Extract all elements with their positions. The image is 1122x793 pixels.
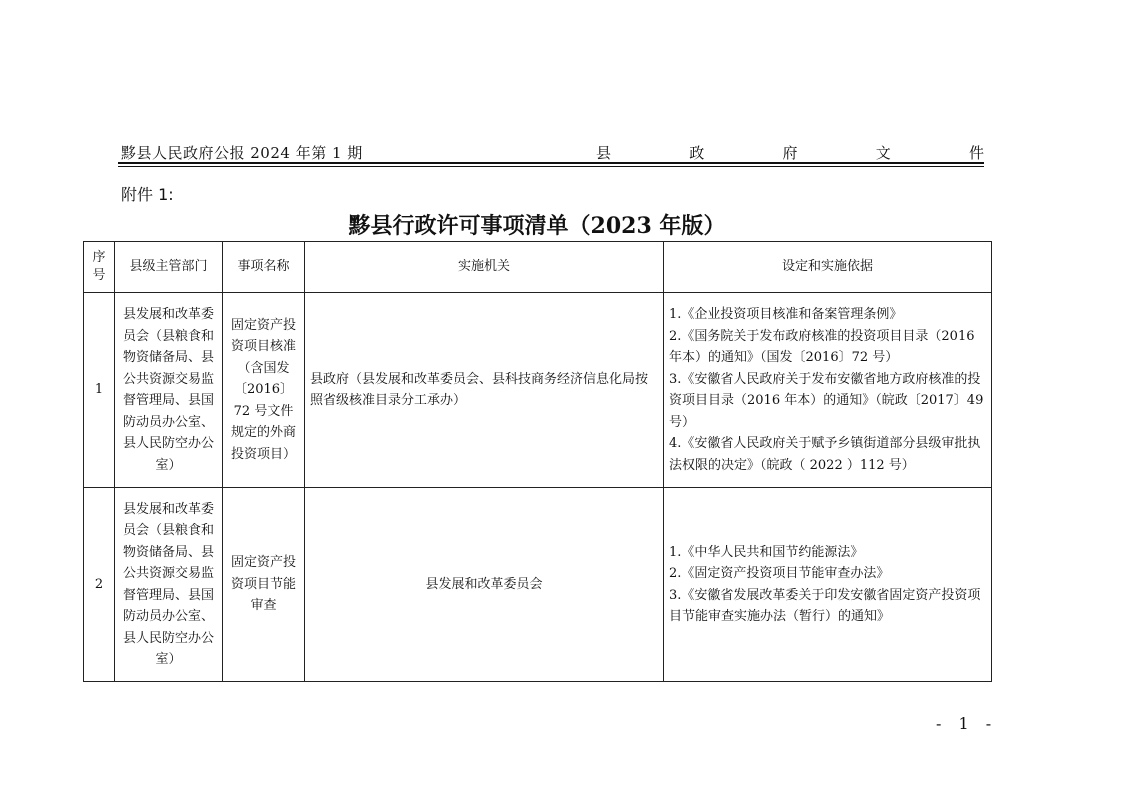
gazette-issue-label: 黟县人民政府公报 2024 年第 1 期 <box>121 144 363 162</box>
table-row <box>84 488 992 682</box>
basis-entry: 3.《安徽省发展改革委关于印发安徽省固定资产投资项目节能审查实施办法（暂行）的通知》 <box>669 587 981 624</box>
row-legal-basis <box>664 488 992 682</box>
table-row <box>84 293 992 488</box>
column-header-dept: 县级主管部门 <box>115 242 223 293</box>
row-item-name: 固定资产投资项目节能审查 <box>223 488 305 682</box>
document-type-char: 件 <box>968 144 984 162</box>
document-title: 黟县行政许可事项清单（2023 年版） <box>348 213 726 239</box>
document-type-char: 县 <box>596 144 612 162</box>
document-type-label <box>596 142 984 163</box>
basis-entry: 1.《企业投资项目核准和备案管理条例》 <box>669 307 903 322</box>
column-header-no: 序号 <box>84 242 115 293</box>
row-department: 县发展和改革委员会（县粮食和物资储备局、县公共资源交易监督管理局、县国防动员办公室、县人民防空办公室） <box>115 293 223 488</box>
basis-entry: 4.《安徽省人民政府关于赋予乡镇街道部分县级审批执法权限的决定》（皖政（ 2022 ）112 号） <box>669 436 981 473</box>
header-rule-thin <box>118 166 984 167</box>
table-header-row <box>84 242 992 293</box>
column-header-basis: 设定和实施依据 <box>664 242 992 293</box>
row-implementing-org: 县政府（县发展和改革委员会、县科技商务经济信息化局按照省级核准目录分工承办） <box>305 293 664 488</box>
page-number: - 1 - <box>936 714 998 733</box>
document-type-char: 府 <box>782 144 798 162</box>
row-number: 2 <box>84 488 115 682</box>
header-rule-thick <box>118 162 984 164</box>
row-implementing-org: 县发展和改革委员会 <box>305 488 664 682</box>
row-number: 1 <box>84 293 115 488</box>
document-type-char: 文 <box>875 144 891 162</box>
row-department: 县发展和改革委员会（县粮食和物资储备局、县公共资源交易监督管理局、县国防动员办公室、县人民防空办公室） <box>115 488 223 682</box>
basis-entry: 2.《国务院关于发布政府核准的投资项目目录（2016 年本）的通知》（国发〔2016〕72 号） <box>669 328 975 365</box>
attachment-label: 附件 1: <box>121 185 174 204</box>
document-type-char: 政 <box>689 144 705 162</box>
basis-entry: 3.《安徽省人民政府关于发布安徽省地方政府核准的投资项目目录（2016 年本）的通知》（皖政〔2017〕49 号） <box>669 371 984 430</box>
row-legal-basis <box>664 293 992 488</box>
basis-entry: 1.《中华人民共和国节约能源法》 <box>669 544 864 560</box>
permit-items-table <box>83 241 992 682</box>
column-header-name: 事项名称 <box>223 242 305 293</box>
row-item-name: 固定资产投资项目核准（含国发〔2016〕72 号文件规定的外商投资项目） <box>223 293 305 488</box>
column-header-org: 实施机关 <box>305 242 664 293</box>
basis-entry: 2.《固定资产投资项目节能审查办法》 <box>669 566 890 581</box>
